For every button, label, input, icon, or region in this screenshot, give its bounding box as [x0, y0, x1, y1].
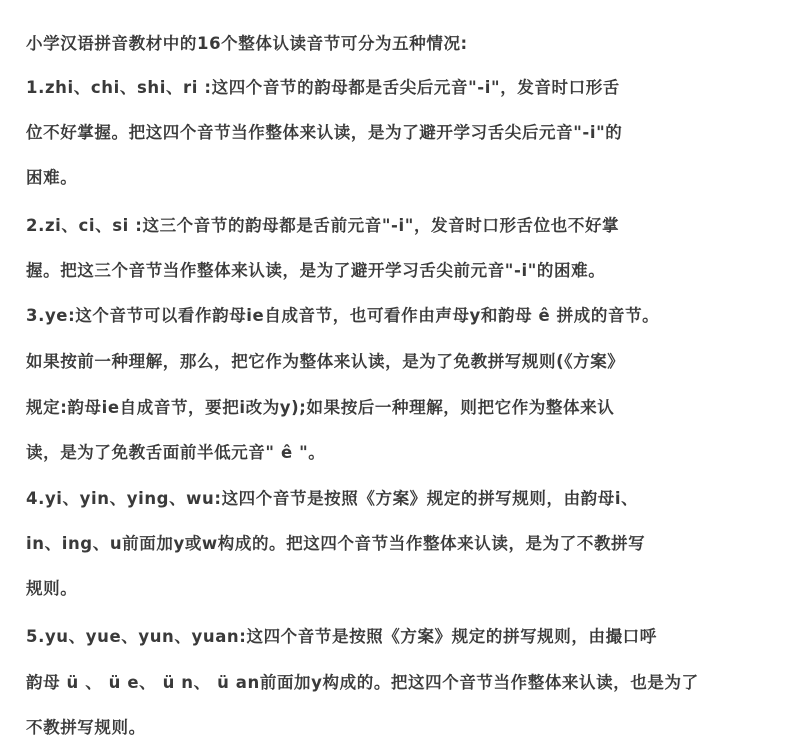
intro-line: 小学汉语拼音教材中的16个整体认读音节可分为五种情况: — [26, 34, 468, 53]
item2-line-1: 2.zi、ci、si :这三个音节的韵母都是舌前元音"-i"，发音时口形舌位也不好掌 — [26, 216, 620, 235]
item1-line-3: 困难。 — [26, 168, 78, 187]
item2-line-2: 握。把这三个音节当作整体来认读，是为了避开学习舌尖前元音"-i"的困难。 — [26, 261, 606, 280]
item1-line-2: 位不好掌握。把这四个音节当作整体来认读，是为了避开学习舌尖后元音"-i"的 — [26, 123, 623, 142]
item1-line-1: 1.zhi、chi、shi、ri :这四个音节的韵母都是舌尖后元音"-i"，发音时口形舌 — [26, 78, 620, 97]
item5-line-3: 不教拼写规则。 — [26, 718, 146, 737]
item3-line-3: 规定:韵母ie自成音节，要把i改为y);如果按后一种理解，则把它作为整体来认 — [26, 398, 615, 417]
item5-line-1: 5.yu、yue、yun、yuan:这四个音节是按照《方案》规定的拼写规则，由撮口呼 — [26, 627, 657, 646]
item4-line-2: in、ing、u前面加y或w构成的。把这四个音节当作整体来认读，是为了不教拼写 — [26, 534, 646, 553]
item5-line-2: 韵母 ü 、 ü e、 ü n、 ü an前面加y构成的。把这四个音节当作整体来认读，也是为了 — [26, 673, 699, 692]
item3-line-4: 读，是为了免教舌面前半低元音" ê "。 — [26, 443, 326, 462]
item3-line-2: 如果按前一种理解，那么，把它作为整体来认读，是为了免教拼写规则(《方案》 — [26, 352, 625, 371]
item3-line-1: 3.ye:这个音节可以看作韵母ie自成音节，也可看作由声母y和韵母 ê 拼成的音节。 — [26, 306, 660, 325]
item4-line-1: 4.yi、yin、ying、wu:这四个音节是按照《方案》规定的拼写规则，由韵母i、 — [26, 489, 639, 508]
item4-line-3: 规则。 — [26, 579, 78, 598]
